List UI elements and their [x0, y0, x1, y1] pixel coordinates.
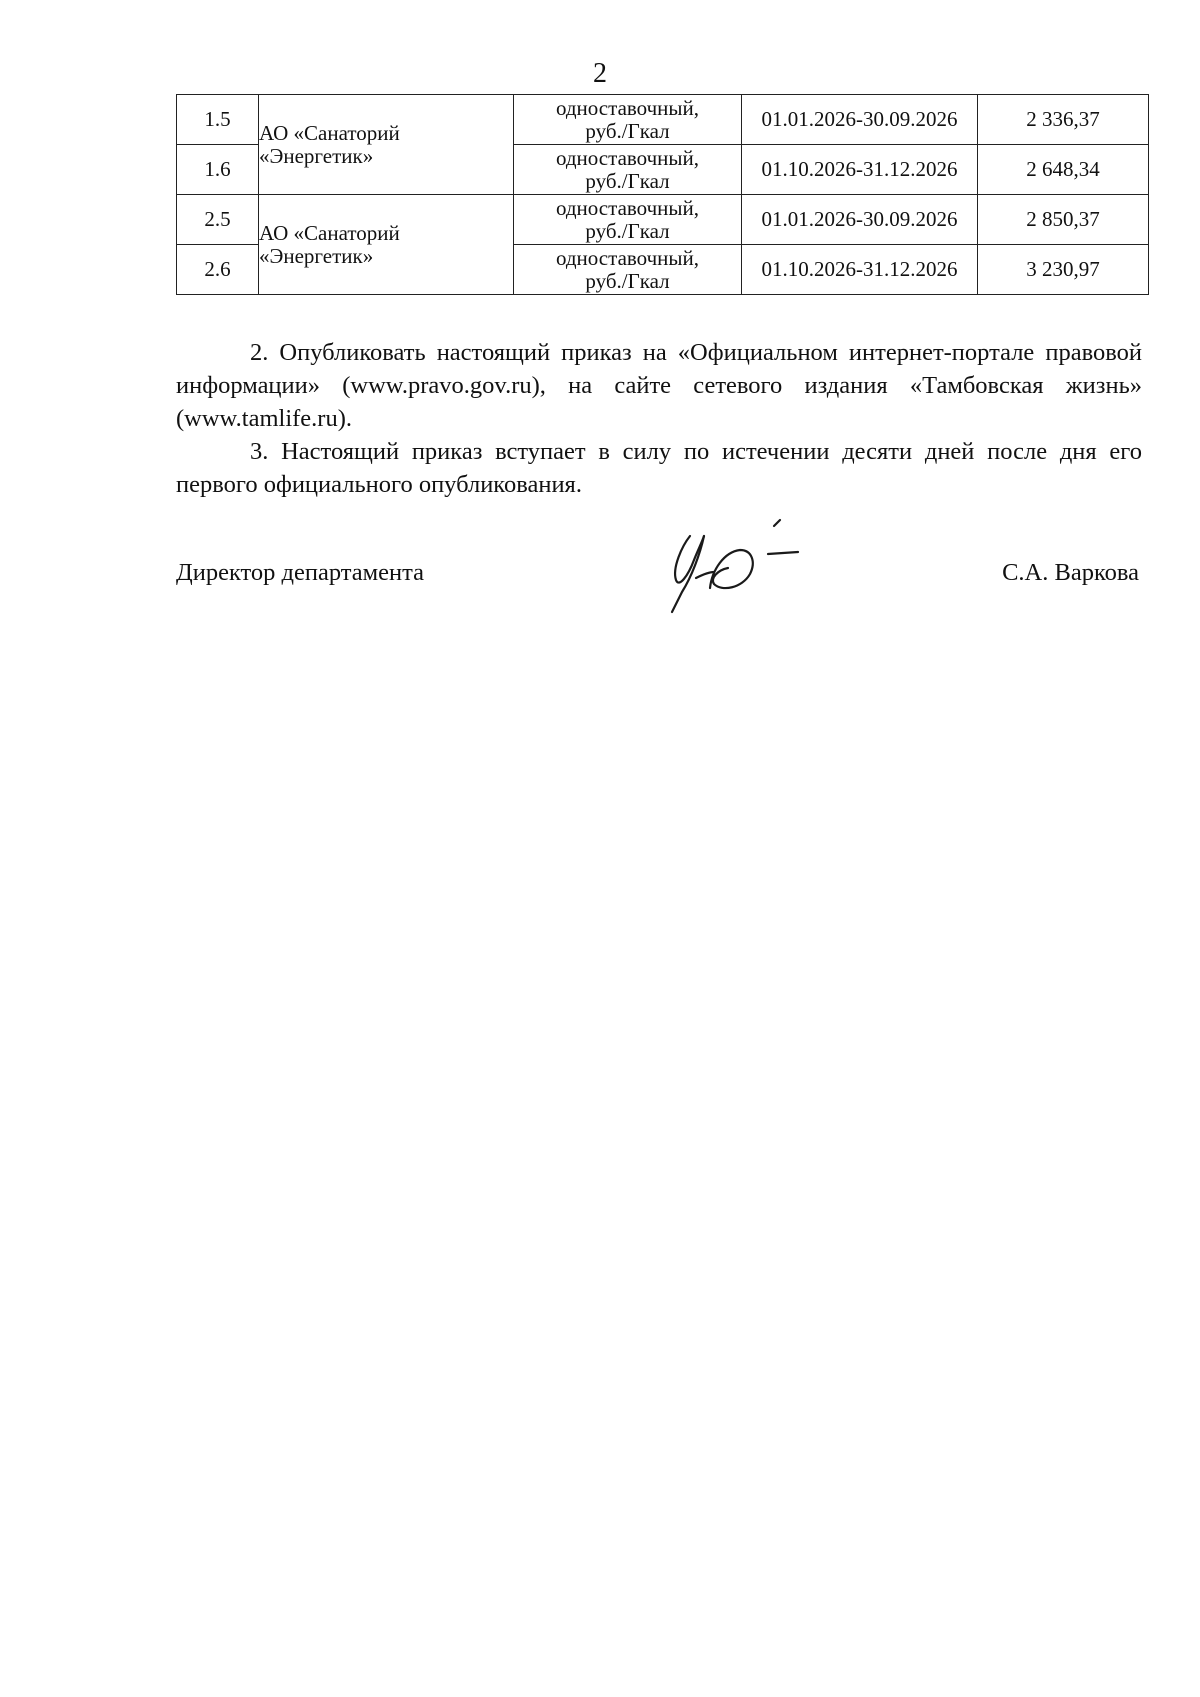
period-cell: 01.01.2026-30.09.2026 [742, 195, 978, 245]
tariff-type-cell [514, 195, 742, 245]
tariff-unit-line: руб./Гкал [585, 168, 670, 193]
signatory-name: С.А. Варкова [1002, 559, 1139, 586]
paragraph-effective-date: 3. Настоящий приказ вступает в силу по истечении десяти дней после дня его первого официального опубликования. [176, 438, 1142, 498]
tariff-unit-line: руб./Гкал [585, 118, 670, 143]
tariff-type-line: одноставочный, [555, 245, 700, 270]
organization-cell [259, 195, 514, 295]
value-cell: 2 336,37 [978, 95, 1149, 145]
signature-stroke [768, 552, 798, 554]
period-cell: 01.01.2026-30.09.2026 [742, 95, 978, 145]
row-number: 2.6 [177, 245, 259, 295]
tariff-type-cell [514, 145, 742, 195]
table-row [177, 195, 1149, 245]
organization-line: АО «Санаторий [259, 220, 400, 245]
page-number: 2 [593, 58, 607, 89]
tariff-type-cell [514, 245, 742, 295]
tariff-unit-line: руб./Гкал [585, 218, 670, 243]
organization-line: «Энергетик» [259, 243, 374, 268]
row-number: 2.5 [177, 195, 259, 245]
organization-cell [259, 95, 514, 195]
table-row [177, 95, 1149, 145]
value-cell: 3 230,97 [978, 245, 1149, 295]
tariff-type-line: одноставочный, [555, 95, 700, 120]
tariff-type-line: одноставочный, [555, 195, 700, 220]
signatory-title: Директор департамента [176, 559, 425, 586]
order-paragraphs [176, 336, 1142, 501]
handwritten-signature [652, 516, 852, 626]
tariff-table [176, 94, 1149, 295]
period-cell: 01.10.2026-31.12.2026 [742, 145, 978, 195]
tariff-type-cell [514, 95, 742, 145]
value-cell: 2 648,34 [978, 145, 1149, 195]
period-cell: 01.10.2026-31.12.2026 [742, 245, 978, 295]
organization-line: АО «Санаторий [259, 120, 400, 145]
signature-block [0, 555, 1200, 595]
signature-stroke [710, 550, 753, 588]
row-number: 1.5 [177, 95, 259, 145]
row-number: 1.6 [177, 145, 259, 195]
value-cell: 2 850,37 [978, 195, 1149, 245]
signature-stroke [774, 520, 780, 526]
tariff-unit-line: руб./Гкал [585, 268, 670, 293]
organization-line: «Энергетик» [259, 143, 374, 168]
paragraph-publication: 2. Опубликовать настоящий приказ на «Официальном интернет-портале правовой информации» (www.pravo.gov.ru), на сайте сетевого издания «Тамбовская жизнь» (www.tamlife.ru). [176, 339, 1142, 432]
tariff-type-line: одноставочный, [555, 145, 700, 170]
